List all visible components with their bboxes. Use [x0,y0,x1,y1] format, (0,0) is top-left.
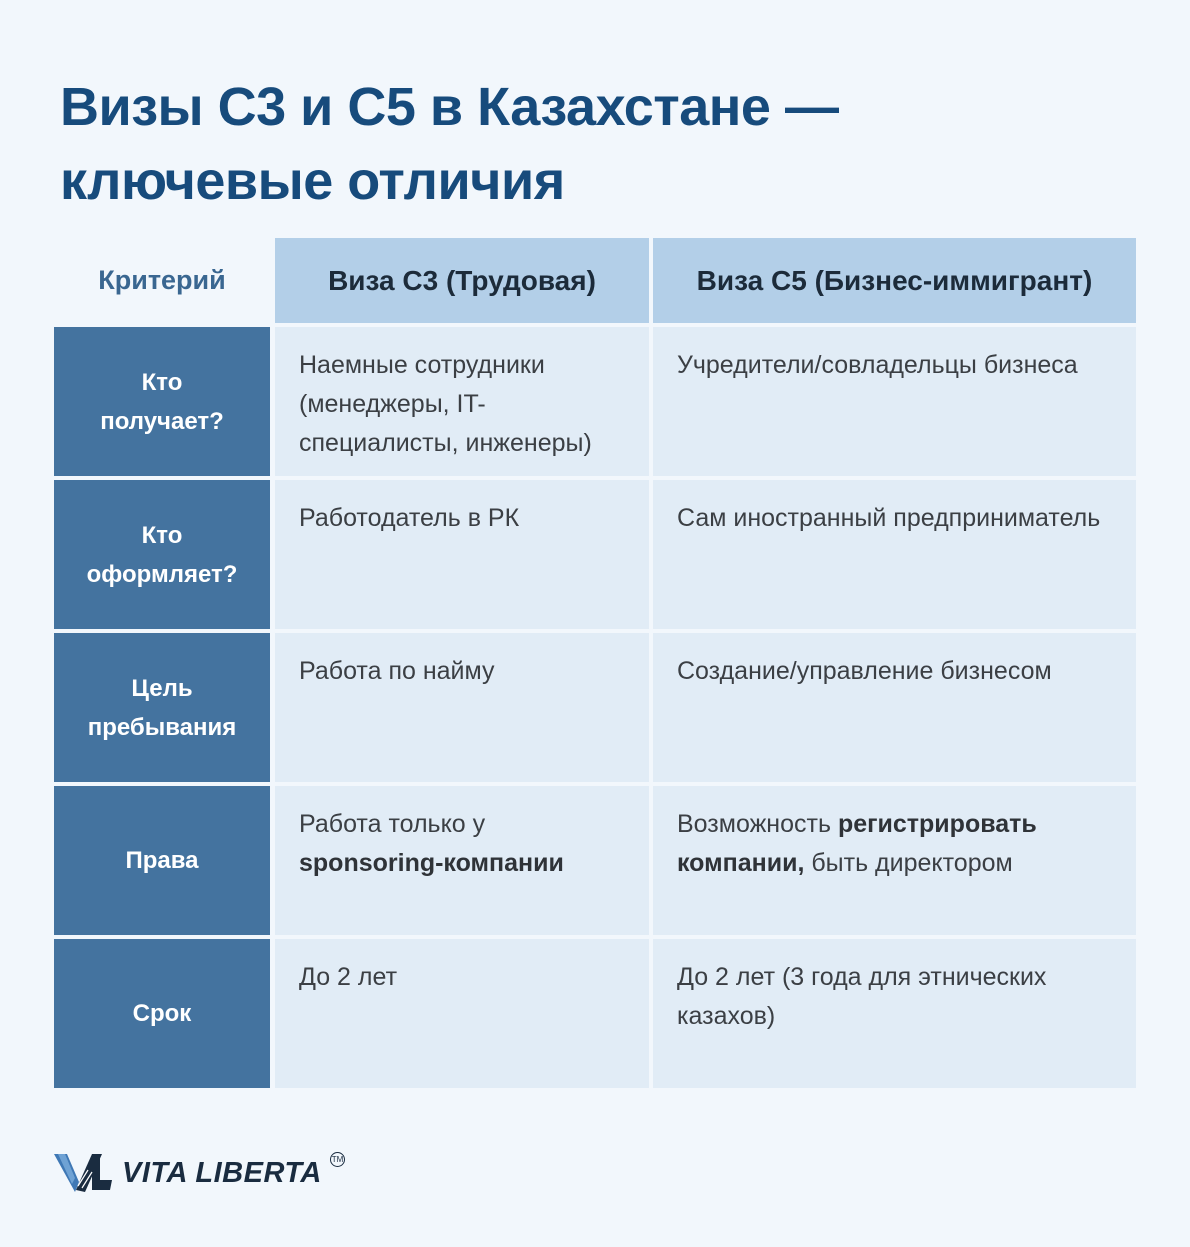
cell-c5-rights-text: Возможность [677,810,838,838]
cell-c3-who-receives: Наемные сотрудники (менеджеры, IT-специалисты, инженеры) [275,327,649,476]
cell-c3-rights-text: Работа только у [299,810,486,838]
cell-c3-term: До 2 лет [275,939,649,1088]
logo-trademark: TM [330,1152,345,1167]
row-label-purpose: Цель пребывания [54,633,270,782]
row-label-who-receives: Кто получает? [54,327,270,476]
row-label-rights: Права [54,786,270,935]
cell-c5-rights [653,786,1136,935]
cell-c5-rights-bold: регистрировать компании, [677,810,1037,877]
row-label-term: Срок [54,939,270,1088]
page-title-line-1: Визы С3 и С5 в Казахстане — [60,77,839,137]
cell-c5-who-receives: Учредители/совладельцы бизнеса [653,327,1136,476]
cell-c3-rights-bold: sponsoring-компании [299,849,564,877]
cell-c5-term: До 2 лет (3 года для этнических казахов) [653,939,1136,1088]
header-visa-c3: Виза С3 (Трудовая) [275,238,649,323]
header-criteria: Критерий [98,265,226,295]
vl-monogram-icon [54,1150,112,1194]
page-title-line-2: ключевые отличия [60,151,565,211]
cell-c3-who-applies: Работодатель в РК [275,480,649,629]
cell-c5-who-applies: Сам иностранный предприниматель [653,480,1136,629]
row-label-who-applies: Кто оформляет? [54,480,270,629]
cell-c3-purpose: Работа по найму [275,633,649,782]
vita-liberta-logo [54,1150,344,1194]
comparison-table [54,238,1136,1088]
cell-c5-rights-text-end: быть директором [804,849,1013,877]
cell-c3-rights [275,786,649,935]
page-title [60,70,1120,218]
header-visa-c5: Виза С5 (Бизнес-иммигрант) [653,238,1136,323]
logo-wordmark: VITA LIBERTA [122,1156,322,1189]
cell-c5-purpose: Создание/управление бизнесом [653,633,1136,782]
